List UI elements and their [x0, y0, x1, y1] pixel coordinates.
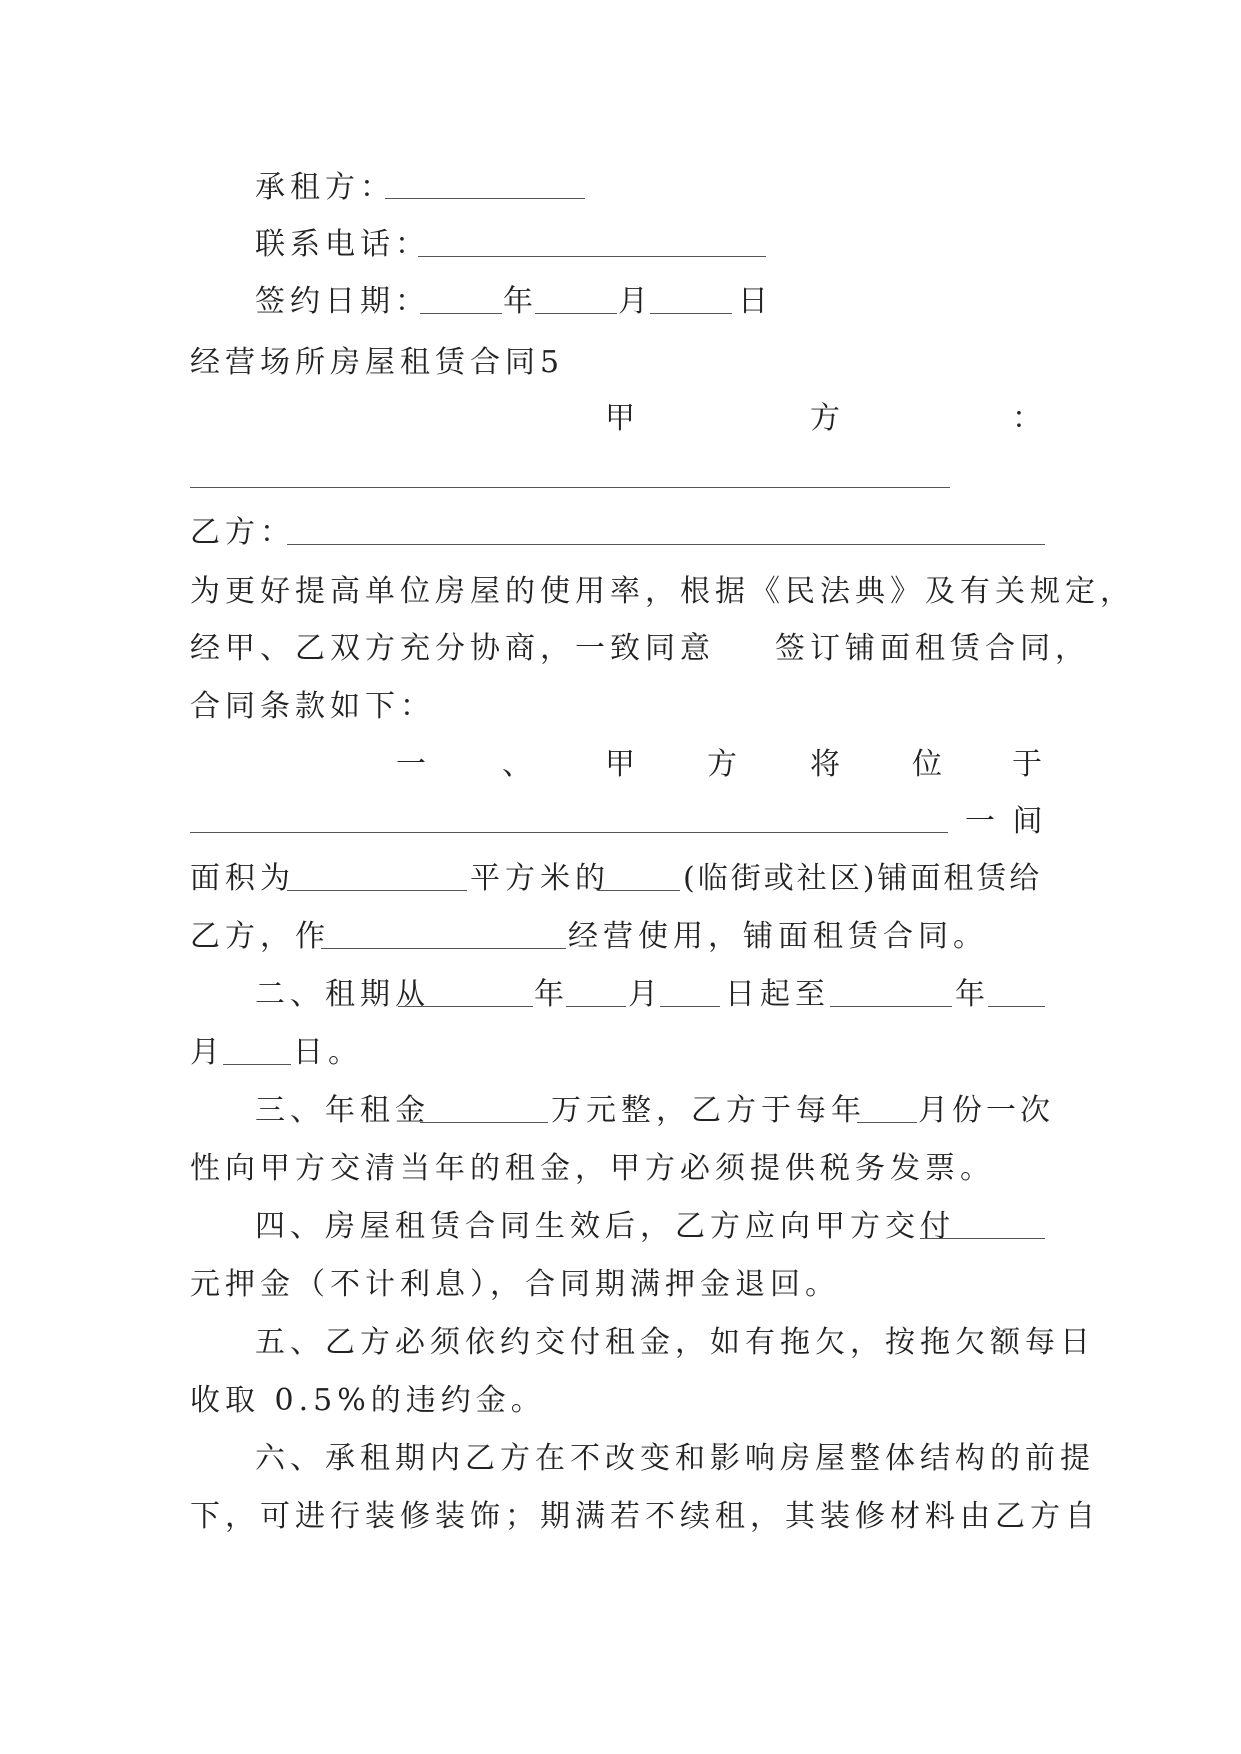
intro-line-2a: 经甲、乙双方充分协商，一致同意 [190, 631, 715, 666]
clause2-year-blank [398, 1006, 533, 1007]
lessee-label: 承租方： [255, 170, 395, 205]
clause4-deposit-blank [920, 1238, 1045, 1239]
date-month-text: 月 [618, 284, 653, 319]
clause2-month-blank [566, 1006, 626, 1007]
clause4-line-2: 元押金（不计利息），合同期满押金退回。 [190, 1267, 840, 1302]
clause3-prefix: 三、年租金 [255, 1093, 430, 1128]
clause6-line-1: 六、承租期内乙方在不改变和影响房屋整体结构的前提 [255, 1441, 1095, 1476]
clause2-end-year-blank [830, 1006, 952, 1007]
clause1-word-1: 一 [396, 747, 431, 782]
party-a-colon: ： [1012, 401, 1047, 436]
clause2-until: 日起至 [725, 977, 830, 1012]
intro-line-1: 为更好提高单位房屋的使用率，根据《民法典》及有关规定， [190, 574, 1135, 609]
clause2-end-month-blank [988, 1006, 1045, 1007]
clause1-use-blank [321, 948, 566, 949]
clause3-month-blank [857, 1122, 917, 1123]
clause1-word-5: 将 [810, 747, 845, 782]
clause2-month: 月 [628, 977, 663, 1012]
clause5-line-2: 收取 0.5%的违约金。 [190, 1383, 546, 1418]
party-a-blank [190, 487, 950, 488]
clause6-line-2: 下，可进行装修装饰；期满若不续租，其装修材料由乙方自 [190, 1499, 1100, 1534]
clause5-line-1: 五、乙方必须依约交付租金，如有拖欠，按拖欠额每日 [255, 1325, 1095, 1360]
party-a-char-2: 方 [810, 401, 845, 436]
clause4-line-1: 四、房屋租赁合同生效后，乙方应向甲方交付 [255, 1209, 955, 1244]
clause1-location-blank [190, 832, 948, 833]
clause1-use-prefix: 乙方，作 [190, 919, 330, 954]
clause1-word-3: 甲 [605, 747, 640, 782]
date-month-blank [535, 313, 617, 314]
contract-title: 经营场所房屋租赁合同5 [190, 345, 565, 380]
clause2-end-month: 月 [190, 1035, 225, 1070]
date-day-text: 日 [738, 284, 773, 319]
clause1-word-7: 于 [1012, 747, 1047, 782]
clause1-use-suffix: 经营使用，铺面租赁合同。 [568, 919, 988, 954]
clause1-street: (临街或社区)铺面租赁给 [683, 861, 1043, 896]
clause3-line-2: 性向甲方交清当年的租金，甲方必须提供税务发票。 [190, 1151, 995, 1186]
clause2-end-day-blank [223, 1064, 291, 1065]
phone-blank [418, 256, 766, 257]
clause1-sqm: 平方米的 [470, 861, 610, 896]
date-year-text: 年 [503, 284, 538, 319]
clause1-word-4: 方 [707, 747, 742, 782]
clause2-year: 年 [534, 977, 569, 1012]
date-day-blank [650, 313, 732, 314]
clause3-suffix: 月份一次 [918, 1093, 1054, 1128]
clause3-rent-blank [420, 1122, 548, 1123]
clause2-end-year: 年 [955, 977, 990, 1012]
party-a-char-1: 甲 [605, 401, 640, 436]
lessee-blank [385, 198, 585, 199]
clause1-word-2: 、 [502, 747, 537, 782]
clause1-word-6: 位 [912, 747, 947, 782]
clause1-street-blank [598, 890, 680, 891]
phone-label: 联系电话： [255, 227, 430, 262]
clause3-mid: 万元整，乙方于每年 [551, 1093, 866, 1128]
intro-line-3: 合同条款如下： [190, 689, 435, 724]
clause1-area-label: 面积为 [190, 861, 295, 896]
clause2-prefix: 二、租期从 [255, 977, 430, 1012]
clause1-area-blank [287, 890, 467, 891]
party-b-label: 乙方： [190, 515, 295, 550]
intro-line-2b: 签订铺面租赁合同， [775, 631, 1090, 666]
date-year-blank [420, 313, 502, 314]
clause1-one-room: 一 间 [965, 804, 1047, 839]
party-b-blank [287, 544, 1045, 545]
clause2-day-blank [660, 1006, 720, 1007]
clause2-end-day: 日。 [293, 1035, 363, 1070]
signing-date-label: 签约日期： [255, 284, 430, 319]
